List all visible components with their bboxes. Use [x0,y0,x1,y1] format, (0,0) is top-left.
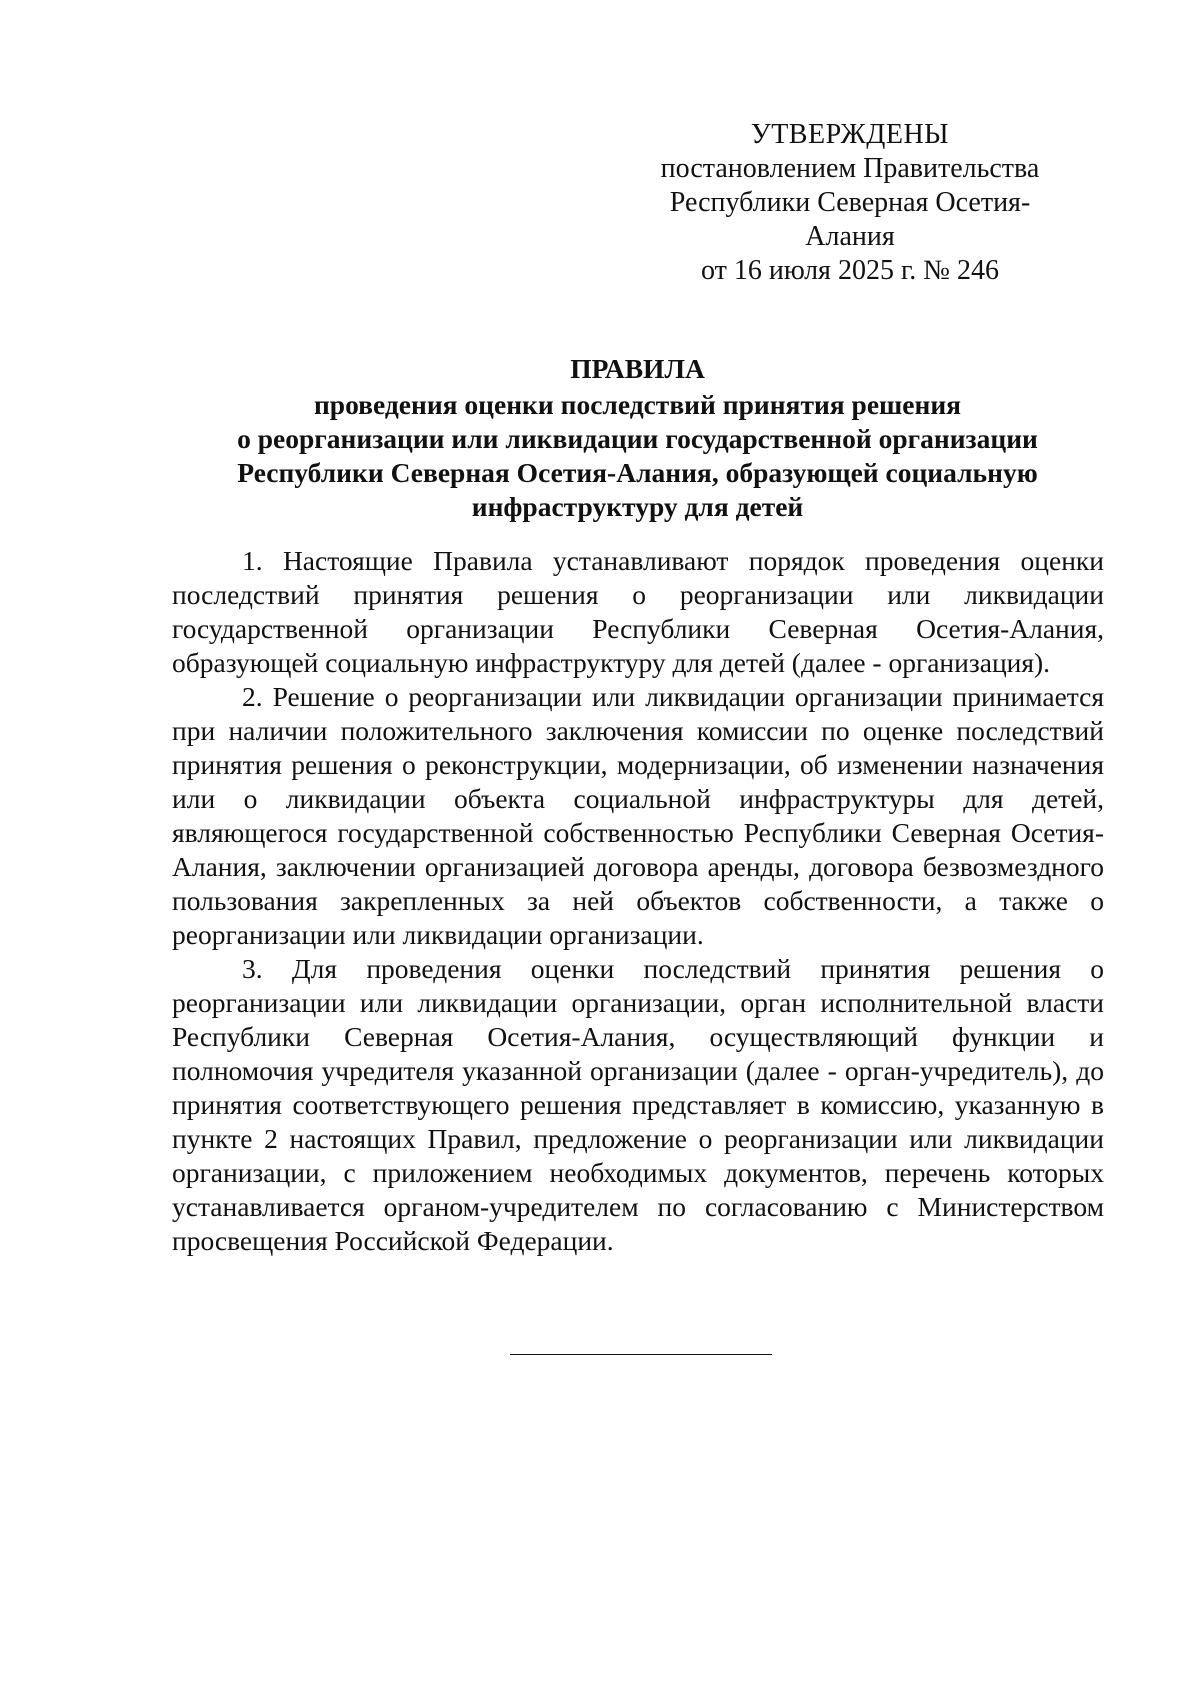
approval-heading: УТВЕРЖДЕНЫ [750,119,950,150]
subtitle-line: проведения оценки последствий принятия решения [313,389,962,420]
approval-line-republic: Республики Северная Осетия-Алания [669,187,1031,252]
subtitle-line: Республики Северная Осетия-Алания, образующей социальную [237,457,1038,488]
approval-stamp-block [630,118,1070,288]
document-body [172,544,1104,1258]
document-title: ПРАВИЛА [570,353,705,384]
approval-line-date-number: от 16 июля 2025 г. № 246 [701,255,999,286]
document-title-block [170,352,1105,524]
paragraph-1: 1. Настоящие Правила устанавливают порядок проведения оценки последствий принятия решения о реорганизации или ликвидации государственной организации Республики Северная Осетия-Алания, образующей социальную инфраструктуру для детей (далее - организация). [172,545,1104,678]
paragraph-3: 3. Для проведения оценки последствий принятия решения о реорганизации или ликвидации организации, орган исполнительной власти Республики Северная Осетия-Алания, осуществляющий функции и полномочия учредителя указанной организации (далее - орган-учредитель), до принятия соответствующего решения представляет в комиссию, указанную в пункте 2 настоящих Правил, предложение о реорганизации или ликвидации организации, с приложением необходимых документов, перечень которых устанавливается органом-учредителем по согласованию с Министерством просвещения Российской Федерации. [172,953,1104,1256]
subtitle-line: инфраструктуру для детей [471,491,804,522]
approval-line-resolution: постановлением Правительства [660,153,1040,184]
paragraph-2: 2. Решение о реорганизации или ликвидации организации принимается при наличии положительного заключения комиссии по оценке последствий принятия решения о реконструкции, модернизации, об изменении назначения или о ликвидации объекта социальной инфраструктуры для детей, являющегося государственной собственностью Республики Северная Осетия-Алания, заключении организацией договора аренды, договора безвозмездного пользования закрепленных за ней объектов собственности, а также о реорганизации или ликвидации организации. [172,681,1104,950]
end-of-document-divider [510,1354,772,1355]
subtitle-line: о реорганизации или ликвидации государственной организации [237,423,1038,454]
